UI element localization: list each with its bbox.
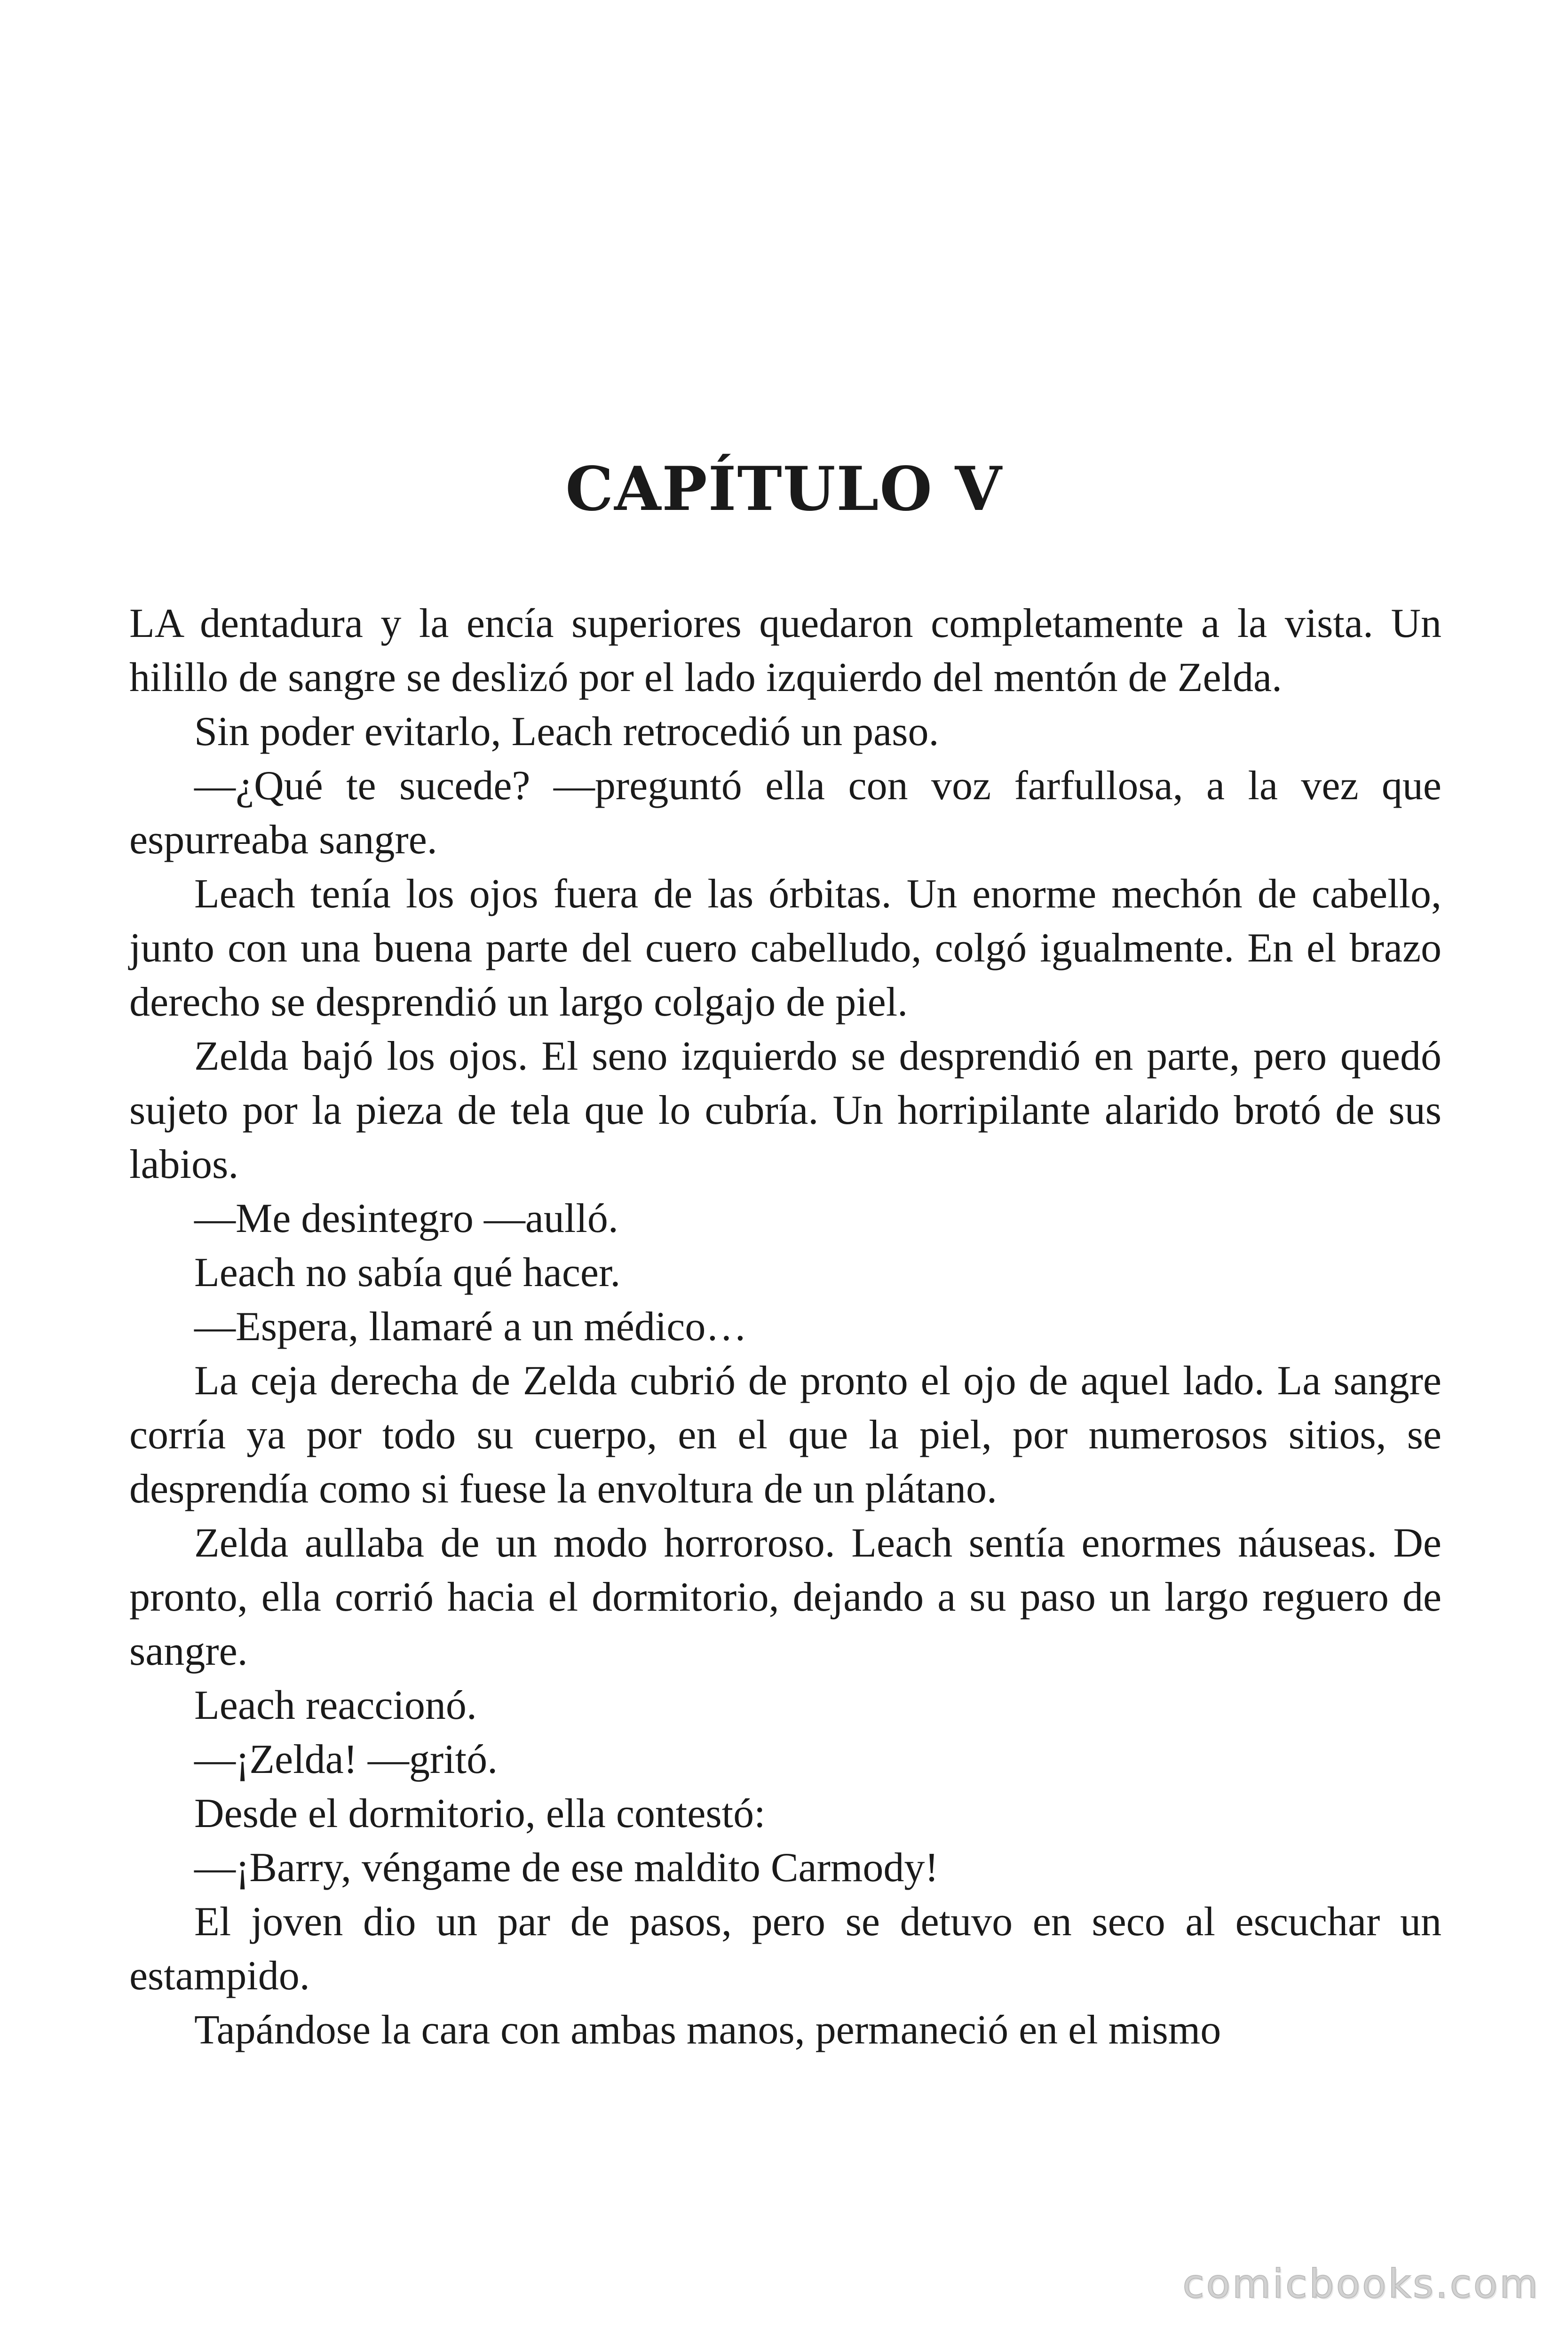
chapter-body [129, 596, 1441, 2057]
paragraph: LA dentadura y la encía superiores quedaron completamente a la vista. Un hilillo de sangre se deslizó por el lado izquierdo del mentón de Zelda. [129, 601, 1441, 700]
paragraph: —Me desintegro —aulló. [194, 1196, 618, 1241]
paragraph: —¡Barry, véngame de ese maldito Carmody! [194, 1845, 939, 1891]
paragraph: —¡Zelda! —gritó. [194, 1737, 498, 1782]
chapter-title: CAPÍTULO V [565, 454, 1003, 524]
paragraph: Sin poder evitarlo, Leach retrocedió un paso. [194, 709, 939, 755]
paragraph: El joven dio un par de pasos, pero se detuvo en seco al escuchar un estampido. [129, 1899, 1441, 1999]
paragraph: Tapándose la cara con ambas manos, permaneció en el mismo [194, 2007, 1221, 2053]
paragraph: Zelda aullaba de un modo horroroso. Leach sentía enormes náuseas. De pronto, ella corrió hacia el dormitorio, dejando a su paso un largo reguero de sangre. [129, 1520, 1441, 1674]
paragraph: Desde el dormitorio, ella contestó: [194, 1791, 766, 1836]
paragraph: Leach no sabía qué hacer. [194, 1250, 621, 1295]
paragraph: —¿Qué te sucede? —preguntó ella con voz farfullosa, a la vez que espurreaba sangre. [129, 763, 1441, 863]
paragraph: Leach tenía los ojos fuera de las órbitas. Un enorme mechón de cabello, junto con una buena parte del cuero cabelludo, colgó igualmente. En el brazo derecho se desprendió un largo colgajo de piel. [129, 871, 1441, 1025]
watermark: comicbooks.com [1182, 2261, 1540, 2307]
paragraph: —Espera, llamaré a un médico… [194, 1304, 747, 1350]
paragraph: Leach reaccionó. [194, 1683, 477, 1728]
paragraph: Zelda bajó los ojos. El seno izquierdo se desprendió en parte, pero quedó sujeto por la pieza de tela que lo cubría. Un horripilante alarido brotó de sus labios. [129, 1033, 1441, 1187]
paragraph: La ceja derecha de Zelda cubrió de pronto el ojo de aquel lado. La sangre corría ya por todo su cuerpo, en el que la piel, por numerosos sitios, se desprendía como si fuese la envoltura de un plátano. [129, 1358, 1441, 1512]
